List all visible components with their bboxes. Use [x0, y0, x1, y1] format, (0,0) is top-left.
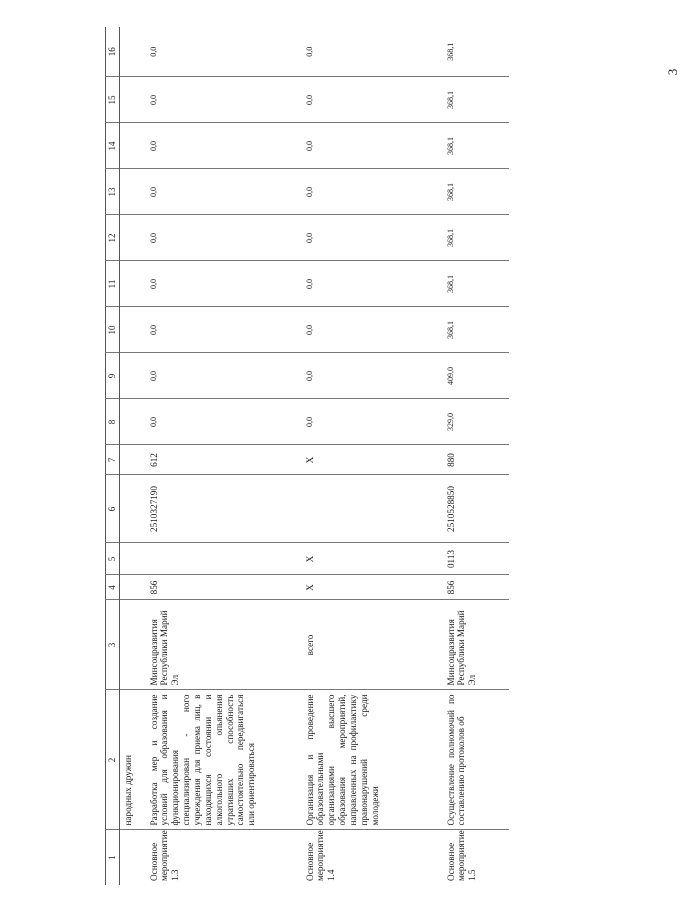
row-value: 0,0 [302, 353, 443, 399]
rotated-table-page [105, 27, 525, 885]
table-row [146, 27, 302, 885]
column-header: 1 [106, 830, 120, 885]
column-header: 5 [106, 543, 120, 575]
column-header: 10 [106, 307, 120, 353]
table-row [443, 27, 509, 885]
continuation-text: народных дружин [119, 690, 146, 830]
row-name: Основное мероприятие 1.3 [146, 830, 302, 885]
row-value: 368,1 [443, 307, 509, 353]
row-grbs: 856 [146, 575, 302, 600]
row-value: 0,0 [302, 123, 443, 169]
column-header: 11 [106, 261, 120, 307]
column-header: 12 [106, 215, 120, 261]
row-description: Организация и проведение образовательными организациями высшего образования мероприятий, направленных на профилактику правонарушений среди молодежи [302, 690, 443, 830]
page-number: 3 [665, 68, 680, 76]
row-name: Основное мероприятие 1.5 [443, 830, 509, 885]
column-header: 7 [106, 445, 120, 475]
row-value: 329,0 [443, 399, 509, 445]
column-header: 6 [106, 475, 120, 543]
row-value: 368,1 [443, 215, 509, 261]
row-value: 0,0 [146, 399, 302, 445]
column-header: 13 [106, 169, 120, 215]
column-header: 15 [106, 77, 120, 123]
row-name: Основное мероприятие 1.4 [302, 830, 443, 885]
row-value: 0,0 [302, 215, 443, 261]
row-responsible: всего [302, 600, 443, 690]
row-value: 0,0 [302, 169, 443, 215]
row-rzpr [146, 543, 302, 575]
row-value: 368,1 [443, 123, 509, 169]
row-vr: 880 [443, 445, 509, 475]
row-csr: 2510528850 [443, 475, 509, 543]
row-value: 368,1 [443, 261, 509, 307]
row-value: 0,0 [146, 353, 302, 399]
row-value: 0,0 [146, 261, 302, 307]
row-value: 409,0 [443, 353, 509, 399]
row-vr: Х [302, 445, 443, 475]
row-grbs: 856 [443, 575, 509, 600]
row-value: 0,0 [302, 77, 443, 123]
row-value: 368,1 [443, 169, 509, 215]
header-row [106, 27, 120, 885]
row-value: 0,0 [146, 215, 302, 261]
column-header: 2 [106, 690, 120, 830]
row-value: 368,1 [443, 77, 509, 123]
continuation-row [119, 27, 146, 885]
row-description: Осуществление полномочий по составлению протоколов об [443, 690, 509, 830]
table-row [302, 27, 443, 885]
budget-table [105, 27, 509, 885]
row-csr [302, 475, 443, 543]
row-vr: 612 [146, 445, 302, 475]
row-value: 0,0 [146, 77, 302, 123]
row-value: 0,0 [304, 46, 314, 57]
row-value: 0,0 [302, 399, 443, 445]
column-header: 3 [106, 600, 120, 690]
row-value: 0,0 [148, 46, 158, 57]
row-value: 368,1 [445, 42, 455, 61]
column-header: 4 [106, 575, 120, 600]
row-responsible: Минсоцразвития Республики Марий Эл [443, 600, 509, 690]
row-description: Разработка мер и создание условий для образования и функционирования специализирован - ного учреждения для приема лиц, в находящихся состоянии и алкогольного опьянения утративших способность самостоятельно передвигаться или ориентироваться [146, 690, 302, 830]
row-rzpr: 0113 [443, 543, 509, 575]
row-grbs: Х [302, 575, 443, 600]
column-header: 14 [106, 123, 120, 169]
row-value: 0,0 [302, 261, 443, 307]
row-csr: 2510327190 [146, 475, 302, 543]
row-value: 0,0 [146, 169, 302, 215]
column-header: 8 [106, 399, 120, 445]
row-value: 0,0 [146, 123, 302, 169]
column-header: 9 [106, 353, 120, 399]
row-value: 0,0 [302, 307, 443, 353]
column-header: 16 [106, 27, 120, 77]
row-responsible: Минсоцразвития Республики Марий Эл [146, 600, 302, 690]
row-rzpr: Х [302, 543, 443, 575]
row-value: 0,0 [146, 307, 302, 353]
